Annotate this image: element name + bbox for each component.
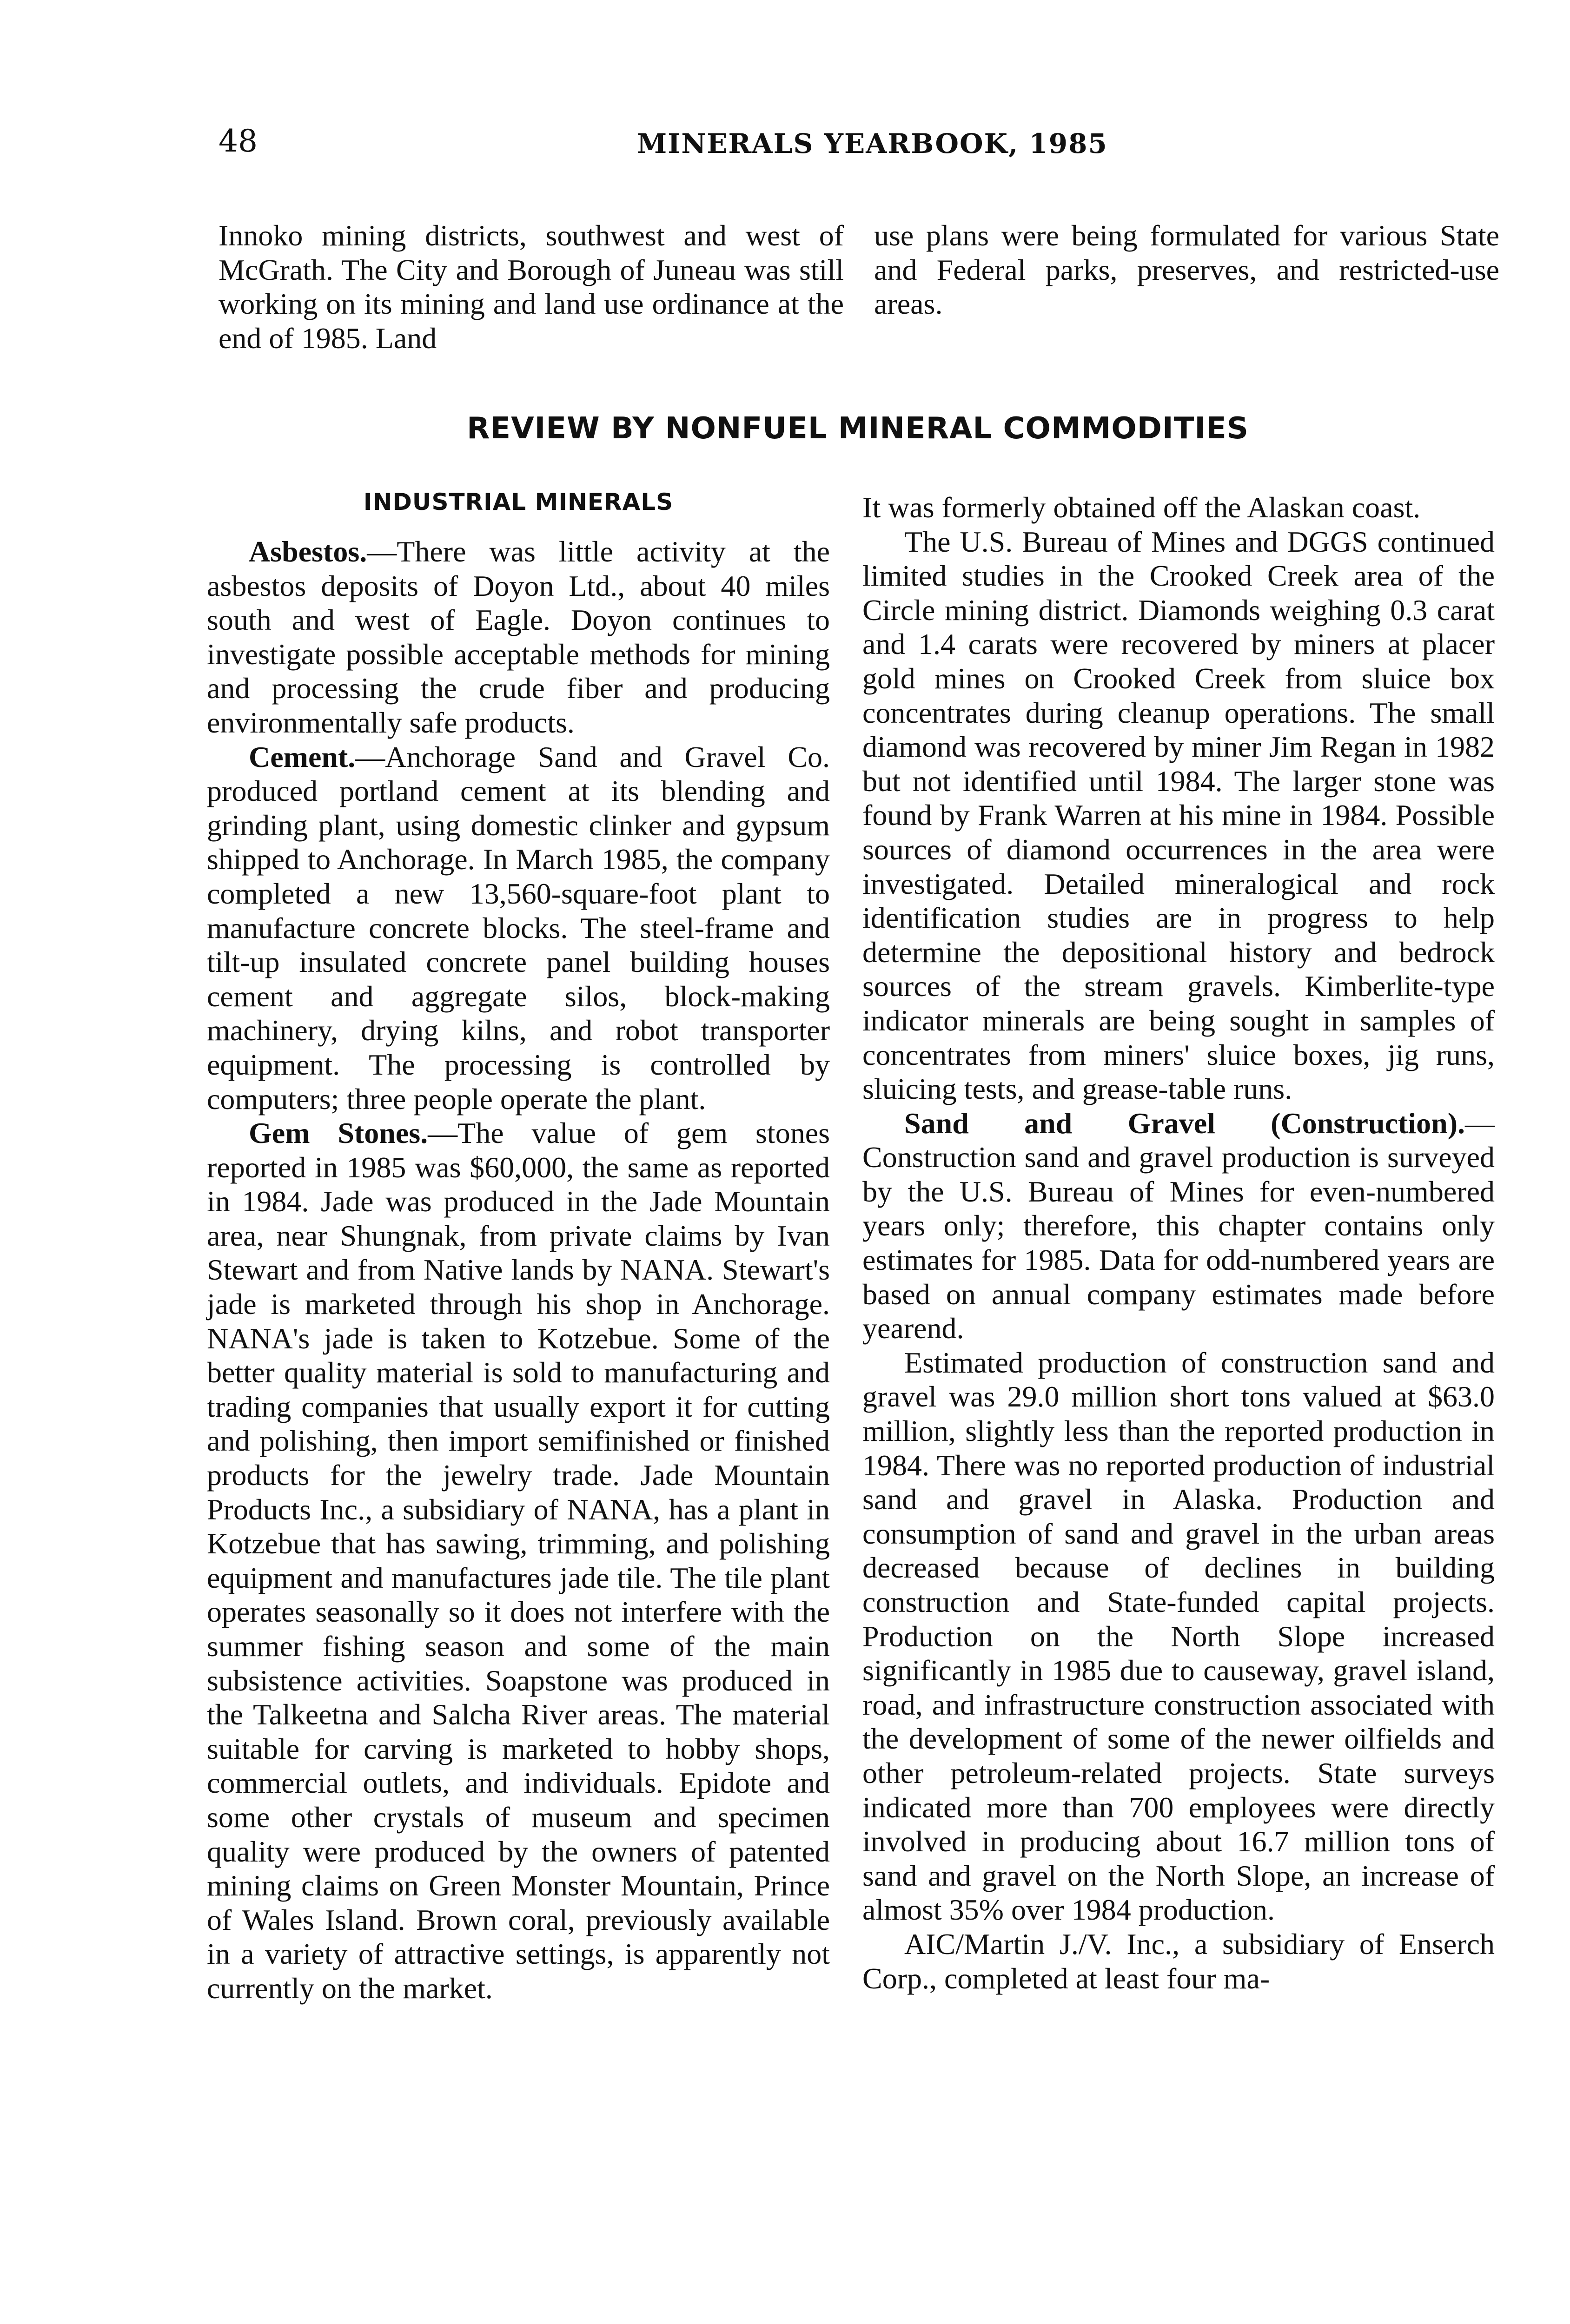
journal-title: MINERALS YEARBOOK, 1985 — [637, 128, 1108, 159]
cement-lead: Cement. — [249, 740, 356, 773]
asbestos-text: —There was little activity at the asbestos deposits of Doyon Ltd., about 40 miles south and west of Eagle. Doyon continues to investigate possible acceptable methods for mining and processing the crude fiber and producing environmentally safe products. — [207, 535, 830, 739]
running-head — [219, 123, 1358, 174]
intro-left-paragraph: Innoko mining districts, southwest and west of McGrath. The City and Borough of Juneau was still working on its mining and land use ordinance at the end of 1985. Land — [219, 219, 844, 355]
sand-gravel-lead: Sand and Gravel (Construction). — [904, 1106, 1465, 1140]
asbestos-paragraph — [207, 535, 830, 740]
gem-stones-text: —The value of gem stones reported in 1985 was $60,000, the same as reported in 1984. Jade was produced in the Jade Mountain area, near Shungnak, from private claims by Ivan Stewart and from Native lands by NANA. Stewart's jade is marketed through his shop in Anchorage. NANA's jade is taken to Kotzebue. Some of the better quality material is sold to manufacturing and trading companies that usually export it for cutting and polishing, then import semifinished or finished products for the jewelry trade. Jade Mountain Products Inc., a subsidiary of NANA, has a plant in Kotzebue that has sawing, trimming, and polishing equipment and manufactures jade tile. The tile plant operates seasonally so it does not interfere with the summer fishing season and some of the main subsistence activities. Soapstone was produced in the Talkeetna and Salcha River areas. The material suitable for carving is marketed to hobby shops, commercial outlets, and individuals. Epidote and some other crystals of museum and specimen quality were produced by the owners of patented mining claims on Green Monster Mountain, Prince of Wales Island. Brown coral, previously available in a variety of attractive settings, is apparently not currently on the market. — [207, 1116, 830, 2005]
estimated-production-paragraph: Estimated production of construction sand and gravel was 29.0 million short tons valued at $63.0 million, slightly less than the reported production in 1984. There was no reported production of industrial sand and gravel in Alaska. Production and consumption of sand and gravel in the urban areas decreased because of declines in building construction and State-funded capital projects. Production on the North Slope increased significantly in 1985 due to causeway, gravel island, road, and infrastructure construction associated with the development of some of the newer oilfields and other petroleum-related projects. State surveys indicated more than 700 employees were directly involved in producing about 16.7 million tons of sand and gravel on the North Slope, an increase of almost 35% over 1984 production. — [862, 1346, 1495, 1927]
aic-paragraph: AIC/Martin J./V. Inc., a subsidiary of Enserch Corp., completed at least four ma- — [862, 1927, 1495, 1995]
diamonds-paragraph: The U.S. Bureau of Mines and DGGS continued limited studies in the Crooked Creek area of the Circle mining district. Diamonds weighing 0.3 carat and 1.4 carats were recovered by miners at placer gold mines on Crooked Creek from sluice box concentrates during cleanup operations. The small diamond was recovered by miner Jim Regan in 1982 but not identified until 1984. The larger stone was found by Frank Warren at his mine in 1984. Possible sources of diamond occurrences in the area were investigated. Detailed mineralogical and rock identification studies are in progress to help determine the depositional history and bedrock sources of the stream gravels. Kimberlite-type indicator minerals are being sought in samples of concentrates from miners' sluice boxes, jig runs, sluicing tests, and grease-table runs. — [862, 525, 1495, 1106]
cement-text: —Anchorage Sand and Gravel Co. produced portland cement at its blending and grinding plant, using domestic clinker and gypsum shipped to Anchorage. In March 1985, the company completed a new 13,560-square-foot plant to manufacture concrete blocks. The steel-frame and tilt-up insulated concrete panel building houses cement and aggregate silos, block-making machinery, drying kilns, and robot transporter equipment. The processing is controlled by computers; three people operate the plant. — [207, 740, 830, 1116]
gem-continuation-paragraph: It was formerly obtained off the Alaskan coast. — [862, 491, 1421, 524]
gem-stones-paragraph — [207, 1116, 830, 2005]
sand-gravel-text: —Construction sand and gravel production is surveyed by the U.S. Bureau of Mines for even-numbered years only; therefore, this chapter contains only estimates for 1985. Data for odd-numbered years are based on annual company estimates made before yearend. — [862, 1106, 1495, 1345]
subsection-title: INDUSTRIAL MINERALS — [363, 489, 674, 515]
sand-gravel-paragraph — [862, 1106, 1495, 1346]
right-column — [862, 490, 1495, 1995]
gem-stones-lead: Gem Stones. — [249, 1116, 428, 1150]
cement-paragraph — [207, 740, 830, 1116]
section-title: REVIEW BY NONFUEL MINERAL COMMODITIES — [467, 411, 1249, 446]
left-column — [207, 483, 830, 2006]
asbestos-lead: Asbestos. — [249, 535, 367, 568]
intro-left-column — [219, 218, 844, 355]
intro-right-paragraph: use plans were being formulated for various State and Federal parks, preserves, and restricted-use areas. — [874, 219, 1499, 321]
page-number: 48 — [219, 123, 258, 159]
intro-right-column — [874, 218, 1499, 321]
